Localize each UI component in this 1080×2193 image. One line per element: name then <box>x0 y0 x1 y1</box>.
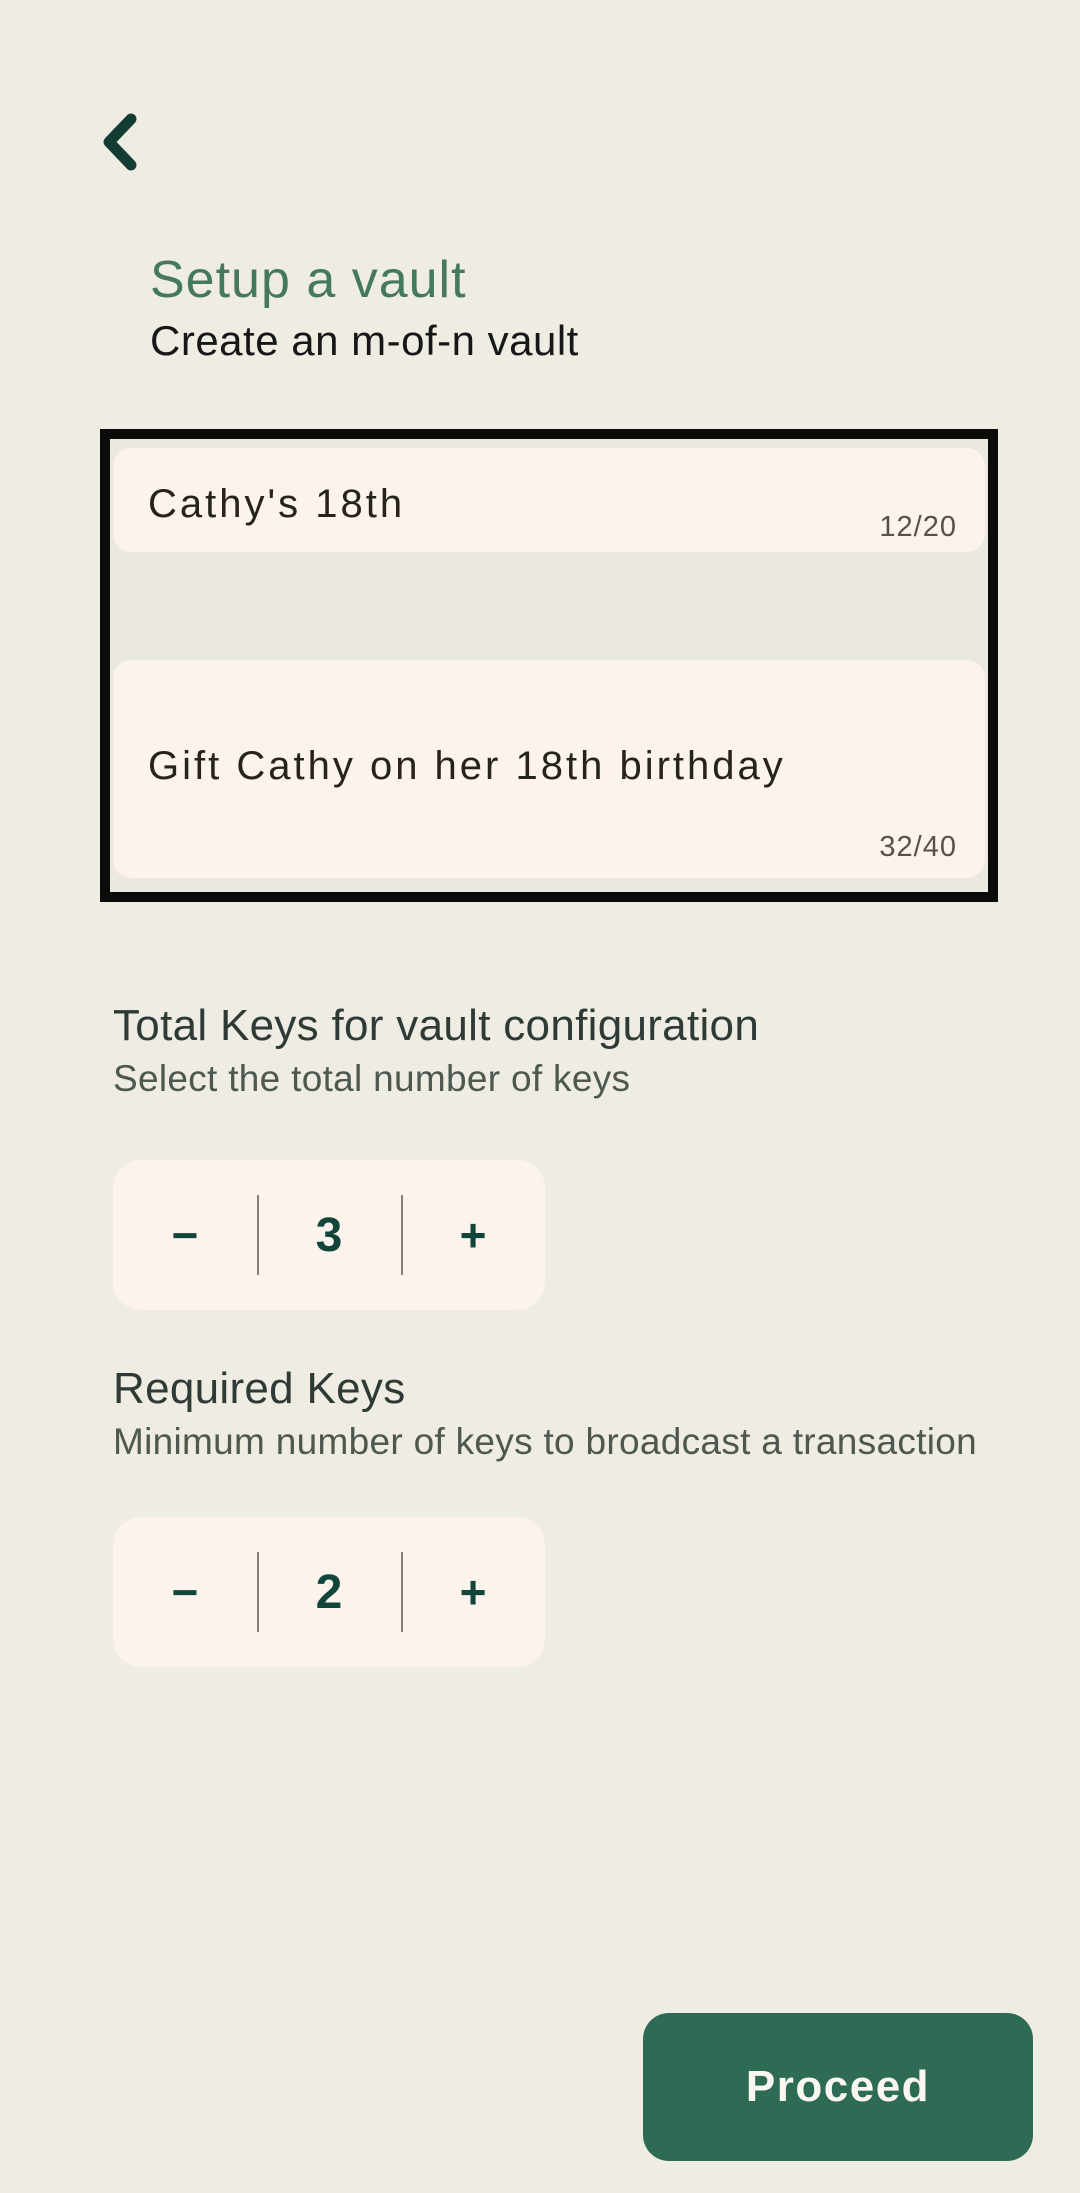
required-keys-stepper <box>113 1517 545 1667</box>
vault-description-char-counter: 32/40 <box>879 831 957 863</box>
total-keys-heading: Total Keys for vault configuration <box>113 1001 760 1050</box>
required-keys-value: 2 <box>315 1565 343 1619</box>
total-keys-subheading: Select the total number of keys <box>113 1058 631 1099</box>
vault-name-value: Cathy's 18th <box>148 482 406 526</box>
required-keys-increment-button[interactable]: + <box>401 1517 545 1667</box>
proceed-button[interactable] <box>643 2013 1033 2161</box>
required-keys-decrement-button[interactable]: − <box>113 1517 257 1667</box>
vault-description-value: Gift Cathy on her 18th birthday <box>148 744 786 788</box>
page-title: Setup a vault <box>150 251 467 309</box>
total-keys-increment-button[interactable]: + <box>401 1160 545 1310</box>
vault-description-input[interactable] <box>113 660 985 878</box>
total-keys-decrement-button[interactable]: − <box>113 1160 257 1310</box>
vault-name-input[interactable] <box>113 448 985 552</box>
required-keys-heading: Required Keys <box>113 1364 406 1413</box>
vault-name-char-counter: 12/20 <box>879 511 957 543</box>
total-keys-stepper <box>113 1160 545 1310</box>
chevron-left-icon <box>98 111 142 173</box>
total-keys-value: 3 <box>315 1208 343 1262</box>
proceed-button-label: Proceed <box>745 2062 931 2111</box>
back-button[interactable] <box>98 108 150 176</box>
required-keys-subheading: Minimum number of keys to broadcast a transaction <box>113 1421 978 1462</box>
vault-info-fieldset <box>100 429 998 902</box>
page-subtitle: Create an m-of-n vault <box>150 317 579 364</box>
